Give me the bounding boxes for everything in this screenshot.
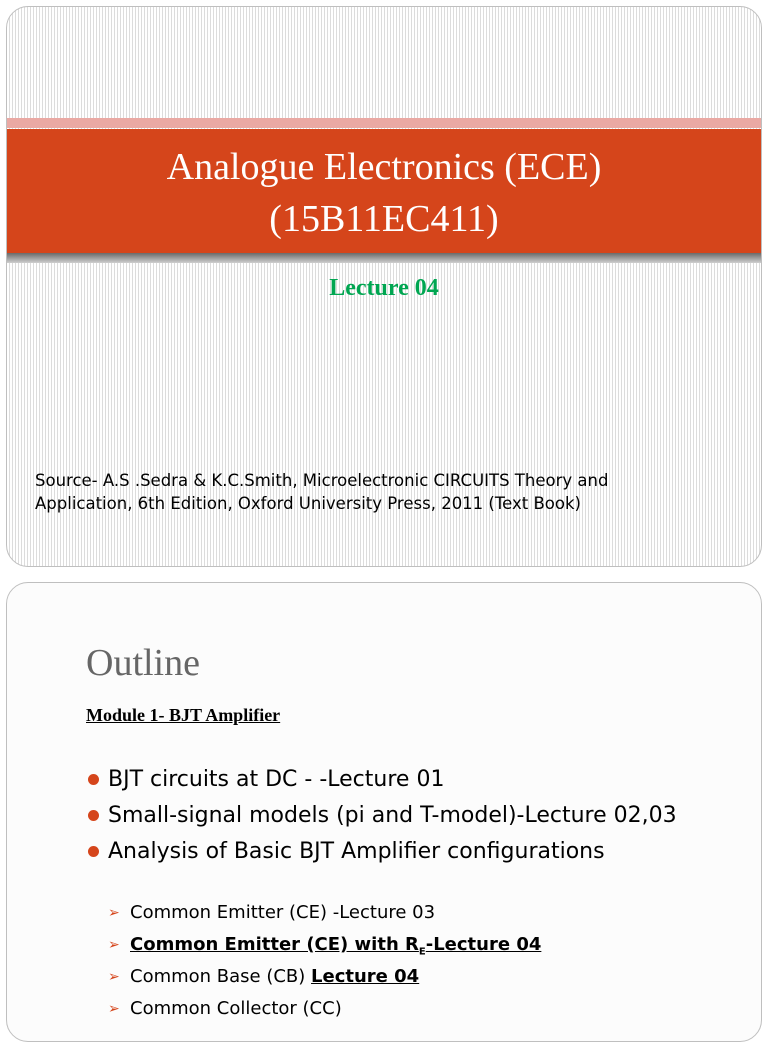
lecture-number: Lecture 04 bbox=[329, 275, 439, 301]
sub-list-item bbox=[106, 965, 541, 997]
bullet-dot-icon bbox=[88, 846, 99, 857]
bullet-text: Analysis of Basic BJT Amplifier configurations bbox=[108, 839, 605, 864]
source-line1: Source- A.S .Sedra & K.C.Smith, Microelectronic CIRCUITS Theory and bbox=[35, 471, 609, 490]
subitem-text: Common Emitter (CE) -Lecture 03 bbox=[130, 902, 436, 923]
slide-title bbox=[7, 141, 761, 245]
slide-title-line1: Analogue Electronics (ECE) bbox=[166, 146, 602, 188]
arrow-bullet-icon: ➢ bbox=[108, 1001, 120, 1017]
subitem-prefix: Common Emitter (CE) with R bbox=[130, 934, 419, 955]
list-item bbox=[86, 837, 726, 867]
outline-bullet-list bbox=[86, 765, 726, 873]
outline-slide bbox=[6, 582, 762, 1042]
source-line2: Application, 6th Edition, Oxford University Press, 2011 (Text Book) bbox=[35, 494, 581, 513]
outline-subitem-list bbox=[106, 901, 541, 1029]
subitem-text-highlighted bbox=[130, 934, 542, 958]
title-band-shadow bbox=[7, 253, 761, 263]
list-item bbox=[86, 765, 726, 795]
subitem-lecture-highlight: Lecture 04 bbox=[311, 966, 420, 987]
bullet-text: BJT circuits at DC - -Lecture 01 bbox=[108, 767, 445, 792]
subscript-e: E bbox=[418, 946, 426, 958]
bullet-dot-icon bbox=[88, 774, 99, 785]
arrow-bullet-icon: ➢ bbox=[108, 905, 120, 921]
subitem-prefix: Common Base (CB) bbox=[130, 966, 312, 987]
subitem-text: Common Collector (CC) bbox=[130, 998, 342, 1019]
slide-title-line2: (15B11EC411) bbox=[269, 198, 499, 240]
sub-list-item bbox=[106, 933, 541, 965]
sub-list-item bbox=[106, 997, 541, 1029]
module-heading: Module 1- BJT Amplifier bbox=[86, 705, 281, 725]
source-text bbox=[35, 469, 735, 515]
arrow-bullet-icon: ➢ bbox=[108, 937, 120, 953]
bullet-text: Small-signal models (pi and T-model)-Lecture 02,03 bbox=[108, 803, 677, 828]
list-item bbox=[86, 801, 726, 831]
title-slide bbox=[6, 6, 762, 567]
arrow-bullet-icon: ➢ bbox=[108, 969, 120, 985]
title-band-highlight bbox=[7, 118, 761, 128]
bullet-dot-icon bbox=[88, 810, 99, 821]
subitem-suffix: -Lecture 04 bbox=[425, 934, 542, 955]
outline-title: Outline bbox=[86, 642, 200, 684]
sub-list-item bbox=[106, 901, 541, 933]
